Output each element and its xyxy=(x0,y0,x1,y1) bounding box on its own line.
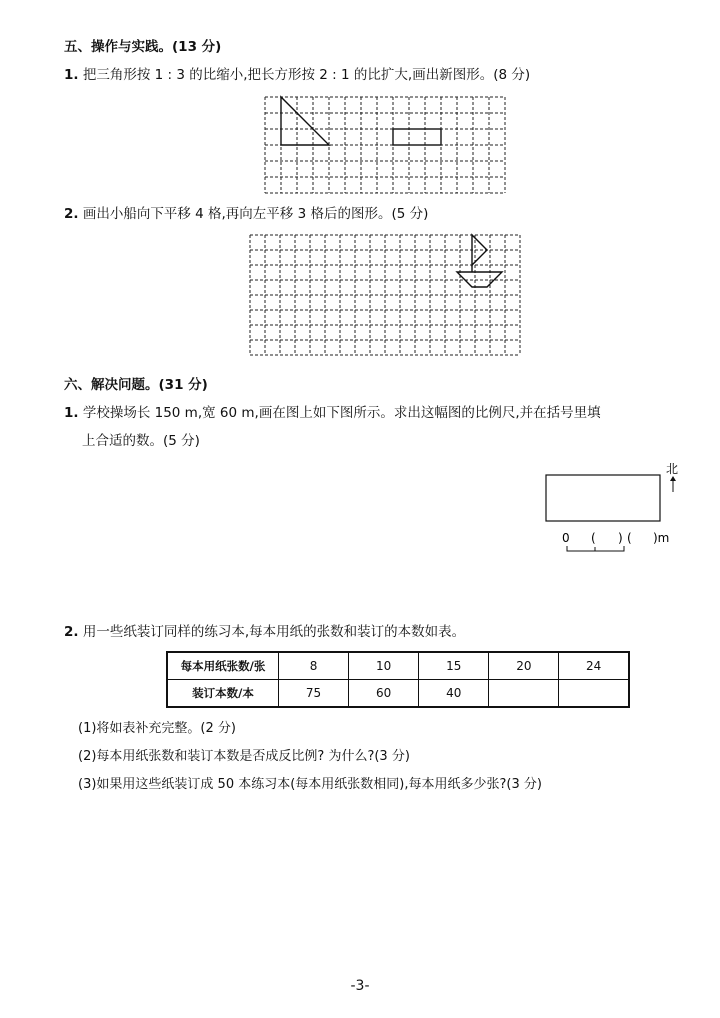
section-5-title: 五、操作与实践。(13 分) xyxy=(64,39,222,55)
scale-zero: 0 xyxy=(562,531,570,545)
question-6-2 xyxy=(64,623,465,641)
scale-blank-2-close: )m xyxy=(653,531,670,545)
section-6-title: 六、解决问题。(31 分) xyxy=(64,377,208,393)
table-cell: 10 xyxy=(349,652,419,680)
north-arrowhead-icon xyxy=(670,476,676,481)
playground-rectangle xyxy=(546,475,660,521)
rectangle-shape xyxy=(393,129,441,145)
grid-lines xyxy=(250,235,520,355)
table-cell: 20 xyxy=(489,652,559,680)
question-text: 用一些纸装订同样的练习本,每本用纸的张数和装订的本数如表。 xyxy=(82,624,466,640)
table-cell: 40 xyxy=(419,680,489,708)
question-number: 2. xyxy=(64,624,79,640)
scale-blank-1-close: ) xyxy=(618,531,623,545)
question-number: 2. xyxy=(64,206,79,222)
row-header-sheets: 每本用纸张数/张 xyxy=(167,652,279,680)
page-number: -3- xyxy=(350,978,370,994)
table-cell: 24 xyxy=(559,652,629,680)
subquestion-2: (2)每本用纸张数和装订本数是否成反比例? 为什么?(3 分) xyxy=(78,749,410,764)
paper-books-table xyxy=(166,651,630,708)
grid-boat[interactable] xyxy=(250,235,520,363)
subquestion-3: (3)如果用这些纸装订成 50 本练习本(每本用纸张数相同),每本用纸多少张?(3 分) xyxy=(78,777,542,792)
playground-diagram xyxy=(540,458,680,558)
subquestion-1: (1)将如表补充完整。(2 分) xyxy=(78,721,236,736)
table-cell: 75 xyxy=(279,680,349,708)
table-cell-blank[interactable] xyxy=(489,680,559,708)
triangle-shape xyxy=(281,97,329,145)
question-text: 把三角形按 1 : 3 的比缩小,把长方形按 2 : 1 的比扩大,画出新图形。(8 分) xyxy=(82,67,531,83)
question-5-2 xyxy=(64,205,428,223)
table-cell-blank[interactable] xyxy=(559,680,629,708)
question-number: 1. xyxy=(64,67,79,83)
boat-sail xyxy=(472,235,487,265)
boat-hull xyxy=(457,272,502,287)
table-cell: 15 xyxy=(419,652,489,680)
question-6-1-cont: 上合适的数。(5 分) xyxy=(82,433,200,449)
question-text: 学校操场长 150 m,宽 60 m,画在图上如下图所示。求出这幅图的比例尺,并在括号里填 xyxy=(82,405,601,421)
question-5-1 xyxy=(64,66,530,84)
question-text: 画出小船向下平移 4 格,再向左平移 3 格后的图形。(5 分) xyxy=(82,206,429,222)
table-row xyxy=(167,680,629,708)
table-row xyxy=(167,652,629,680)
compass-north-label: 北 xyxy=(666,462,679,476)
question-number: 1. xyxy=(64,405,79,421)
question-6-1 xyxy=(64,404,601,422)
grid-triangle-rectangle[interactable] xyxy=(265,97,505,193)
row-header-books: 装订本数/本 xyxy=(167,680,279,708)
table-cell: 8 xyxy=(279,652,349,680)
scale-blank-1-open: ( xyxy=(591,531,596,545)
scale-blank-2-open: ( xyxy=(627,531,632,545)
table-cell: 60 xyxy=(349,680,419,708)
